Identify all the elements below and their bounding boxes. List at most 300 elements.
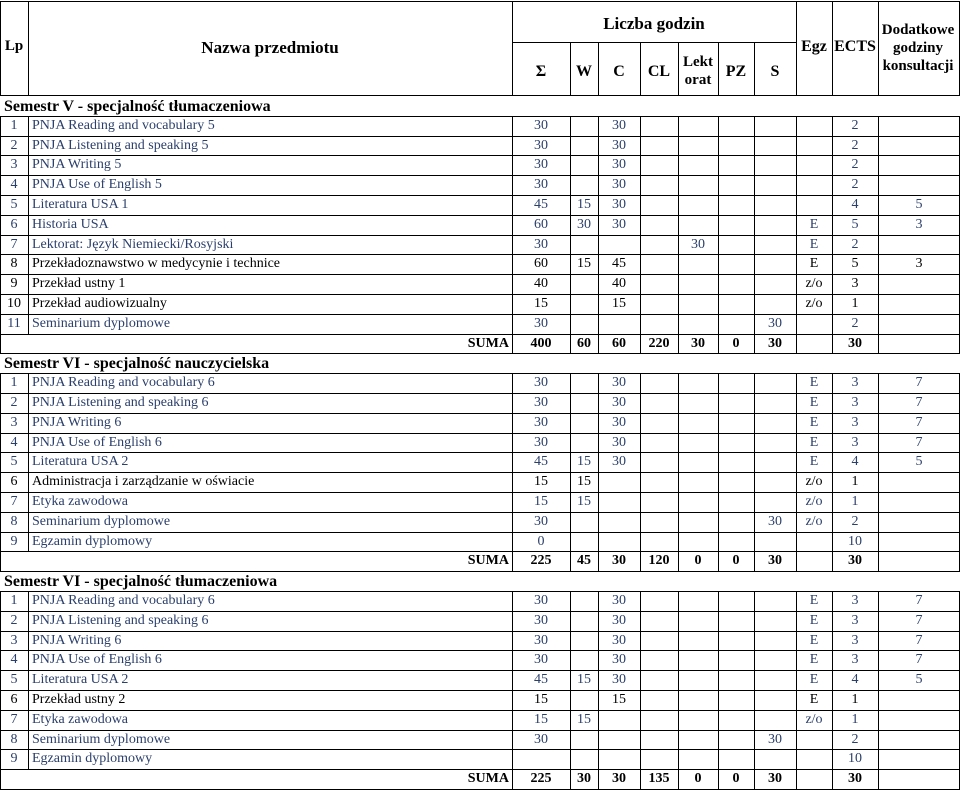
- col-rule: [512, 611, 513, 631]
- col-rule: [570, 532, 571, 552]
- sum-col-rule: [796, 334, 797, 354]
- col-rule: [0, 670, 1, 690]
- col-rule: [0, 195, 1, 215]
- table-cell-egz: E: [809, 375, 819, 391]
- col-rule: [598, 631, 599, 651]
- table-cell-cl: [640, 433, 678, 453]
- table-cell-egz: [796, 730, 832, 750]
- col-rule: [598, 532, 599, 552]
- header-extra-line1: Dodatkowe: [881, 22, 955, 38]
- table-cell-c: 30: [612, 632, 626, 648]
- col-rule: [598, 472, 599, 492]
- col-rule: [512, 650, 513, 670]
- col-rule: [0, 591, 1, 611]
- header-hours-group: Liczba godzin: [603, 14, 705, 33]
- table-cell-extra: [878, 235, 960, 255]
- table-cell-cl: [640, 611, 678, 631]
- table-cell-lp: 3: [10, 414, 18, 430]
- col-rule: [796, 492, 797, 512]
- table-cell-s: [754, 235, 796, 255]
- col-rule: [640, 492, 641, 512]
- col-rule: [598, 136, 599, 156]
- col-rule: [598, 393, 599, 413]
- col-rule: [598, 413, 599, 433]
- col-rule: [512, 393, 513, 413]
- col-rule: [598, 670, 599, 690]
- col-rule: [0, 452, 1, 472]
- col-rule: [512, 136, 513, 156]
- sum-cell-label: SUMA: [467, 335, 509, 351]
- col-rule: [0, 215, 1, 235]
- col-rule: [28, 512, 29, 532]
- col-rule: [28, 492, 29, 512]
- col-rule: [512, 710, 513, 730]
- col-rule: [28, 472, 29, 492]
- col-rule: [754, 274, 755, 294]
- col-rule: [832, 650, 833, 670]
- col-rule: [796, 155, 797, 175]
- col-rule: [678, 314, 679, 334]
- table-cell-c: 30: [612, 414, 626, 430]
- col-rule: [640, 215, 641, 235]
- table-cell-name: PNJA Reading and vocabulary 6: [32, 593, 215, 608]
- col-rule: [570, 373, 571, 393]
- table-cell-sum: 45: [534, 197, 548, 212]
- table-cell-egz: [796, 749, 832, 769]
- col-rule: [878, 472, 879, 492]
- table-cell-name: PNJA Writing 6: [32, 414, 122, 430]
- col-rule: [796, 195, 797, 215]
- sum-col-rule: [832, 334, 833, 354]
- col-rule: [598, 492, 599, 512]
- table-cell-extra: 5: [915, 672, 923, 688]
- table-cell-s: [754, 373, 796, 393]
- sum-cell-ects: 30: [848, 771, 862, 787]
- table-cell-extra: 5: [915, 197, 923, 212]
- col-rule: [598, 512, 599, 532]
- col-rule: [878, 512, 879, 532]
- table-cell-sum: 15: [534, 692, 548, 707]
- col-rule: [796, 254, 797, 274]
- col-rule: [598, 195, 599, 215]
- table-cell-cl: [640, 749, 678, 769]
- sum-col-rule: [678, 334, 679, 354]
- table-cell-sum: 15: [534, 494, 548, 509]
- table-cell-c: 30: [612, 434, 626, 450]
- table-cell-s: [754, 749, 796, 769]
- sum-col-rule: [512, 769, 513, 789]
- header-col-rule: [28, 1, 29, 95]
- table-cell-s: [754, 195, 796, 215]
- table-cell-pz: [718, 116, 754, 136]
- col-rule: [570, 155, 571, 175]
- table-cell-s: [754, 670, 796, 690]
- col-rule: [512, 472, 513, 492]
- col-rule: [28, 433, 29, 453]
- table-cell-cl: [640, 650, 678, 670]
- col-rule: [570, 274, 571, 294]
- table-cell-s: [754, 116, 796, 136]
- sum-cell-w: 60: [577, 335, 591, 351]
- col-rule: [754, 413, 755, 433]
- table-cell-w: [570, 274, 598, 294]
- sum-col-rule: [754, 551, 755, 571]
- col-rule: [678, 749, 679, 769]
- table-cell-pz: [718, 314, 754, 334]
- col-rule: [796, 274, 797, 294]
- col-rule: [0, 710, 1, 730]
- col-rule: [878, 195, 879, 215]
- header-lekt-line1: Lekt: [683, 54, 713, 70]
- table-cell-name: PNJA Writing 5: [32, 157, 122, 173]
- table-cell-lekt: [678, 512, 718, 532]
- col-rule: [512, 452, 513, 472]
- col-rule: [28, 373, 29, 393]
- col-rule: [570, 512, 571, 532]
- sum-col-rule: [796, 551, 797, 571]
- table-cell-c: 45: [612, 256, 626, 272]
- table-cell-c: 30: [612, 652, 626, 668]
- table-cell-c: 15: [612, 296, 626, 311]
- col-rule: [832, 373, 833, 393]
- table-cell-pz: [718, 730, 754, 750]
- col-rule: [28, 155, 29, 175]
- header-col-rule: [878, 1, 879, 95]
- table-cell-c: 30: [612, 177, 626, 193]
- table-cell-lekt: [678, 215, 718, 235]
- col-rule: [754, 155, 755, 175]
- col-rule: [678, 215, 679, 235]
- col-rule: [754, 116, 755, 136]
- col-rule: [878, 650, 879, 670]
- sum-cell-lekt: 0: [694, 553, 702, 569]
- col-rule: [640, 393, 641, 413]
- table-cell-lekt: [678, 136, 718, 156]
- table-cell-lp: 5: [10, 672, 18, 688]
- table-cell-egz: [796, 532, 832, 552]
- table-cell-ects: 5: [851, 256, 859, 272]
- table-cell-egz: [796, 314, 832, 334]
- col-rule: [640, 314, 641, 334]
- table-cell-w: [570, 532, 598, 552]
- table-cell-extra: [878, 472, 960, 492]
- sum-col-rule: [512, 334, 513, 354]
- col-rule: [570, 690, 571, 710]
- col-rule: [598, 314, 599, 334]
- table-cell-w: [570, 136, 598, 156]
- col-rule: [718, 452, 719, 472]
- col-rule: [640, 373, 641, 393]
- table-cell-ects: 3: [851, 414, 859, 430]
- col-rule: [640, 452, 641, 472]
- table-cell-extra: [878, 294, 960, 314]
- col-rule: [570, 393, 571, 413]
- sum-col-rule: [878, 769, 879, 789]
- table-cell-cl: [640, 532, 678, 552]
- table-cell-name: Przekładoznawstwo w medycynie i technice: [32, 256, 281, 272]
- col-rule: [678, 452, 679, 472]
- table-cell-w: [570, 314, 598, 334]
- table-cell-lp: 6: [10, 216, 18, 232]
- col-rule: [796, 452, 797, 472]
- table-cell-w: [570, 730, 598, 750]
- table-cell-w: 15: [577, 711, 591, 727]
- sum-cell-sum: 400: [530, 335, 552, 351]
- table-cell-w: [570, 235, 598, 255]
- table-cell-c: 30: [612, 375, 626, 391]
- col-rule: [796, 314, 797, 334]
- sum-cell-w: 30: [577, 771, 591, 787]
- col-rule: [678, 274, 679, 294]
- table-cell-ects: 3: [851, 612, 859, 628]
- col-rule: [678, 730, 679, 750]
- table-cell-ects: 1: [851, 711, 859, 727]
- table-cell-c: [598, 235, 640, 255]
- table-cell-extra: [878, 730, 960, 750]
- sum-cell-pz: 0: [732, 335, 740, 351]
- sum-col-rule: [570, 769, 571, 789]
- col-rule: [796, 670, 797, 690]
- col-rule: [512, 215, 513, 235]
- col-rule: [570, 591, 571, 611]
- table-cell-pz: [718, 591, 754, 611]
- table-cell-sum: 30: [534, 652, 548, 668]
- sum-cell-c: 30: [612, 771, 626, 787]
- col-rule: [832, 116, 833, 136]
- table-cell-s: [754, 650, 796, 670]
- table-cell-sum: 15: [534, 474, 548, 490]
- col-rule: [878, 254, 879, 274]
- sum-cell-s: 30: [768, 335, 782, 351]
- col-rule: [678, 591, 679, 611]
- col-rule: [718, 631, 719, 651]
- col-rule: [678, 413, 679, 433]
- table-cell-name: Literatura USA 2: [32, 454, 129, 470]
- table-cell-w: [570, 749, 598, 769]
- table-cell-cl: [640, 373, 678, 393]
- sum-col-rule: [678, 551, 679, 571]
- col-rule: [754, 670, 755, 690]
- table-cell-c: [598, 512, 640, 532]
- table-cell-egz: z/o: [805, 494, 823, 509]
- col-rule: [878, 452, 879, 472]
- sum-col-rule: [512, 551, 513, 571]
- col-rule: [878, 116, 879, 136]
- table-cell-sum: 15: [534, 296, 548, 311]
- table-cell-lp: 9: [10, 276, 18, 292]
- col-rule: [678, 532, 679, 552]
- table-cell-name: Egzamin dyplomowy: [32, 533, 153, 549]
- table-cell-lekt: [678, 116, 718, 136]
- table-cell-egz: E: [809, 672, 819, 688]
- table-cell-cl: [640, 452, 678, 472]
- table-cell-lekt: [678, 433, 718, 453]
- table-cell-extra: 3: [915, 216, 923, 232]
- table-cell-extra: [878, 749, 960, 769]
- col-rule: [754, 591, 755, 611]
- table-cell-extra: [878, 512, 960, 532]
- table-cell-ects: 1: [851, 494, 859, 509]
- table-cell-name: Etyka zawodowa: [32, 494, 129, 509]
- table-cell-name: Seminarium dyplomowe: [32, 731, 171, 747]
- col-rule: [718, 155, 719, 175]
- table-cell-ects: 10: [848, 533, 862, 549]
- table-cell-name: Lektorat: Język Niemiecki/Rosyjski: [32, 236, 234, 252]
- table-cell-sum: 30: [534, 315, 548, 331]
- table-cell-w: [570, 393, 598, 413]
- table-cell-lekt: [678, 492, 718, 512]
- table-cell-lp: 3: [10, 157, 18, 173]
- col-rule: [640, 670, 641, 690]
- header-pz: PZ: [725, 63, 747, 80]
- table-cell-lekt: [678, 155, 718, 175]
- table-cell-s: [754, 631, 796, 651]
- col-rule: [832, 512, 833, 532]
- col-rule: [28, 136, 29, 156]
- table-cell-sum: 40: [534, 276, 548, 292]
- col-rule: [640, 235, 641, 255]
- col-rule: [718, 274, 719, 294]
- col-rule: [878, 710, 879, 730]
- table-cell-name: PNJA Writing 6: [32, 632, 122, 648]
- table-cell-pz: [718, 373, 754, 393]
- col-rule: [754, 294, 755, 314]
- col-rule: [878, 591, 879, 611]
- col-rule: [640, 294, 641, 314]
- table-cell-lp: 1: [10, 117, 18, 133]
- col-rule: [0, 532, 1, 552]
- table-cell-ects: 3: [851, 395, 859, 410]
- table-cell-extra: [878, 532, 960, 552]
- table-cell-cl: [640, 413, 678, 433]
- col-rule: [598, 611, 599, 631]
- col-rule: [796, 710, 797, 730]
- col-rule: [598, 433, 599, 453]
- col-rule: [0, 631, 1, 651]
- col-rule: [878, 314, 879, 334]
- col-rule: [0, 235, 1, 255]
- table-cell-lp: 7: [10, 236, 18, 252]
- table-cell-sum: 45: [534, 454, 548, 470]
- table-cell-sum: 30: [534, 117, 548, 133]
- table-cell-name: Przekład ustny 1: [32, 276, 126, 292]
- table-cell-name: Przekład ustny 2: [32, 692, 126, 707]
- table-cell-lp: 8: [10, 731, 18, 747]
- col-rule: [640, 749, 641, 769]
- table-cell-sum: 30: [534, 236, 548, 252]
- col-rule: [832, 274, 833, 294]
- col-rule: [796, 116, 797, 136]
- col-rule: [512, 413, 513, 433]
- table-cell-pz: [718, 492, 754, 512]
- header-cl: CL: [647, 63, 671, 80]
- col-rule: [754, 492, 755, 512]
- table-cell-w: 15: [577, 474, 591, 490]
- table-cell-sum: 60: [534, 216, 548, 232]
- sum-cell-egz: [796, 769, 832, 789]
- table-cell-lekt: [678, 710, 718, 730]
- col-rule: [754, 314, 755, 334]
- table-cell-pz: [718, 472, 754, 492]
- table-cell-pz: [718, 710, 754, 730]
- table-cell-lp: 10: [7, 296, 21, 311]
- col-rule: [28, 532, 29, 552]
- table-cell-extra: 7: [915, 632, 923, 648]
- table-cell-egz: E: [809, 256, 819, 272]
- col-rule: [796, 175, 797, 195]
- col-rule: [832, 393, 833, 413]
- sum-cell-lekt: 30: [691, 335, 705, 351]
- table-cell-name: Egzamin dyplomowy: [32, 751, 153, 767]
- col-rule: [878, 155, 879, 175]
- table-cell-cl: [640, 393, 678, 413]
- col-rule: [832, 611, 833, 631]
- col-rule: [28, 314, 29, 334]
- col-rule: [0, 294, 1, 314]
- table-cell-egz: E: [809, 593, 819, 608]
- col-rule: [0, 492, 1, 512]
- table-cell-ects: 4: [851, 454, 859, 470]
- table-cell-lekt: [678, 591, 718, 611]
- table-cell-name: Literatura USA 1: [32, 197, 129, 212]
- col-rule: [678, 136, 679, 156]
- table-cell-cl: [640, 274, 678, 294]
- col-rule: [598, 650, 599, 670]
- table-cell-c: 30: [612, 117, 626, 133]
- col-rule: [640, 591, 641, 611]
- table-cell-ects: 2: [851, 315, 859, 331]
- col-rule: [718, 215, 719, 235]
- col-rule: [718, 195, 719, 215]
- table-cell-name: PNJA Use of English 6: [32, 652, 162, 668]
- col-rule: [754, 532, 755, 552]
- col-rule: [796, 591, 797, 611]
- table-cell-egz: [796, 195, 832, 215]
- header-ects: ECTS: [834, 38, 876, 55]
- sum-col-rule: [598, 334, 599, 354]
- header-subcol-rule: [570, 42, 571, 95]
- table-cell-extra: 7: [915, 593, 923, 608]
- sum-cell-sum: 225: [530, 553, 552, 569]
- table-cell-pz: [718, 254, 754, 274]
- table-cell-lp: 2: [10, 612, 18, 628]
- col-rule: [640, 690, 641, 710]
- col-rule: [678, 433, 679, 453]
- col-rule: [832, 235, 833, 255]
- table-cell-c: 30: [612, 672, 626, 688]
- col-rule: [718, 413, 719, 433]
- table-cell-extra: [878, 710, 960, 730]
- table-cell-ects: 2: [851, 137, 859, 153]
- col-rule: [832, 314, 833, 334]
- col-rule: [640, 274, 641, 294]
- table-cell-w: [570, 512, 598, 532]
- col-rule: [0, 274, 1, 294]
- col-rule: [570, 215, 571, 235]
- col-rule: [796, 413, 797, 433]
- col-rule: [640, 512, 641, 532]
- table-cell-extra: [878, 314, 960, 334]
- header-extra-line2: godziny: [892, 40, 943, 56]
- table-cell-s: [754, 690, 796, 710]
- col-rule: [878, 690, 879, 710]
- table-cell-name: PNJA Listening and speaking 6: [32, 612, 209, 628]
- table-cell-name: Seminarium dyplomowe: [32, 315, 171, 331]
- col-rule: [754, 690, 755, 710]
- table-cell-w: [570, 690, 598, 710]
- col-rule: [832, 254, 833, 274]
- col-rule: [640, 155, 641, 175]
